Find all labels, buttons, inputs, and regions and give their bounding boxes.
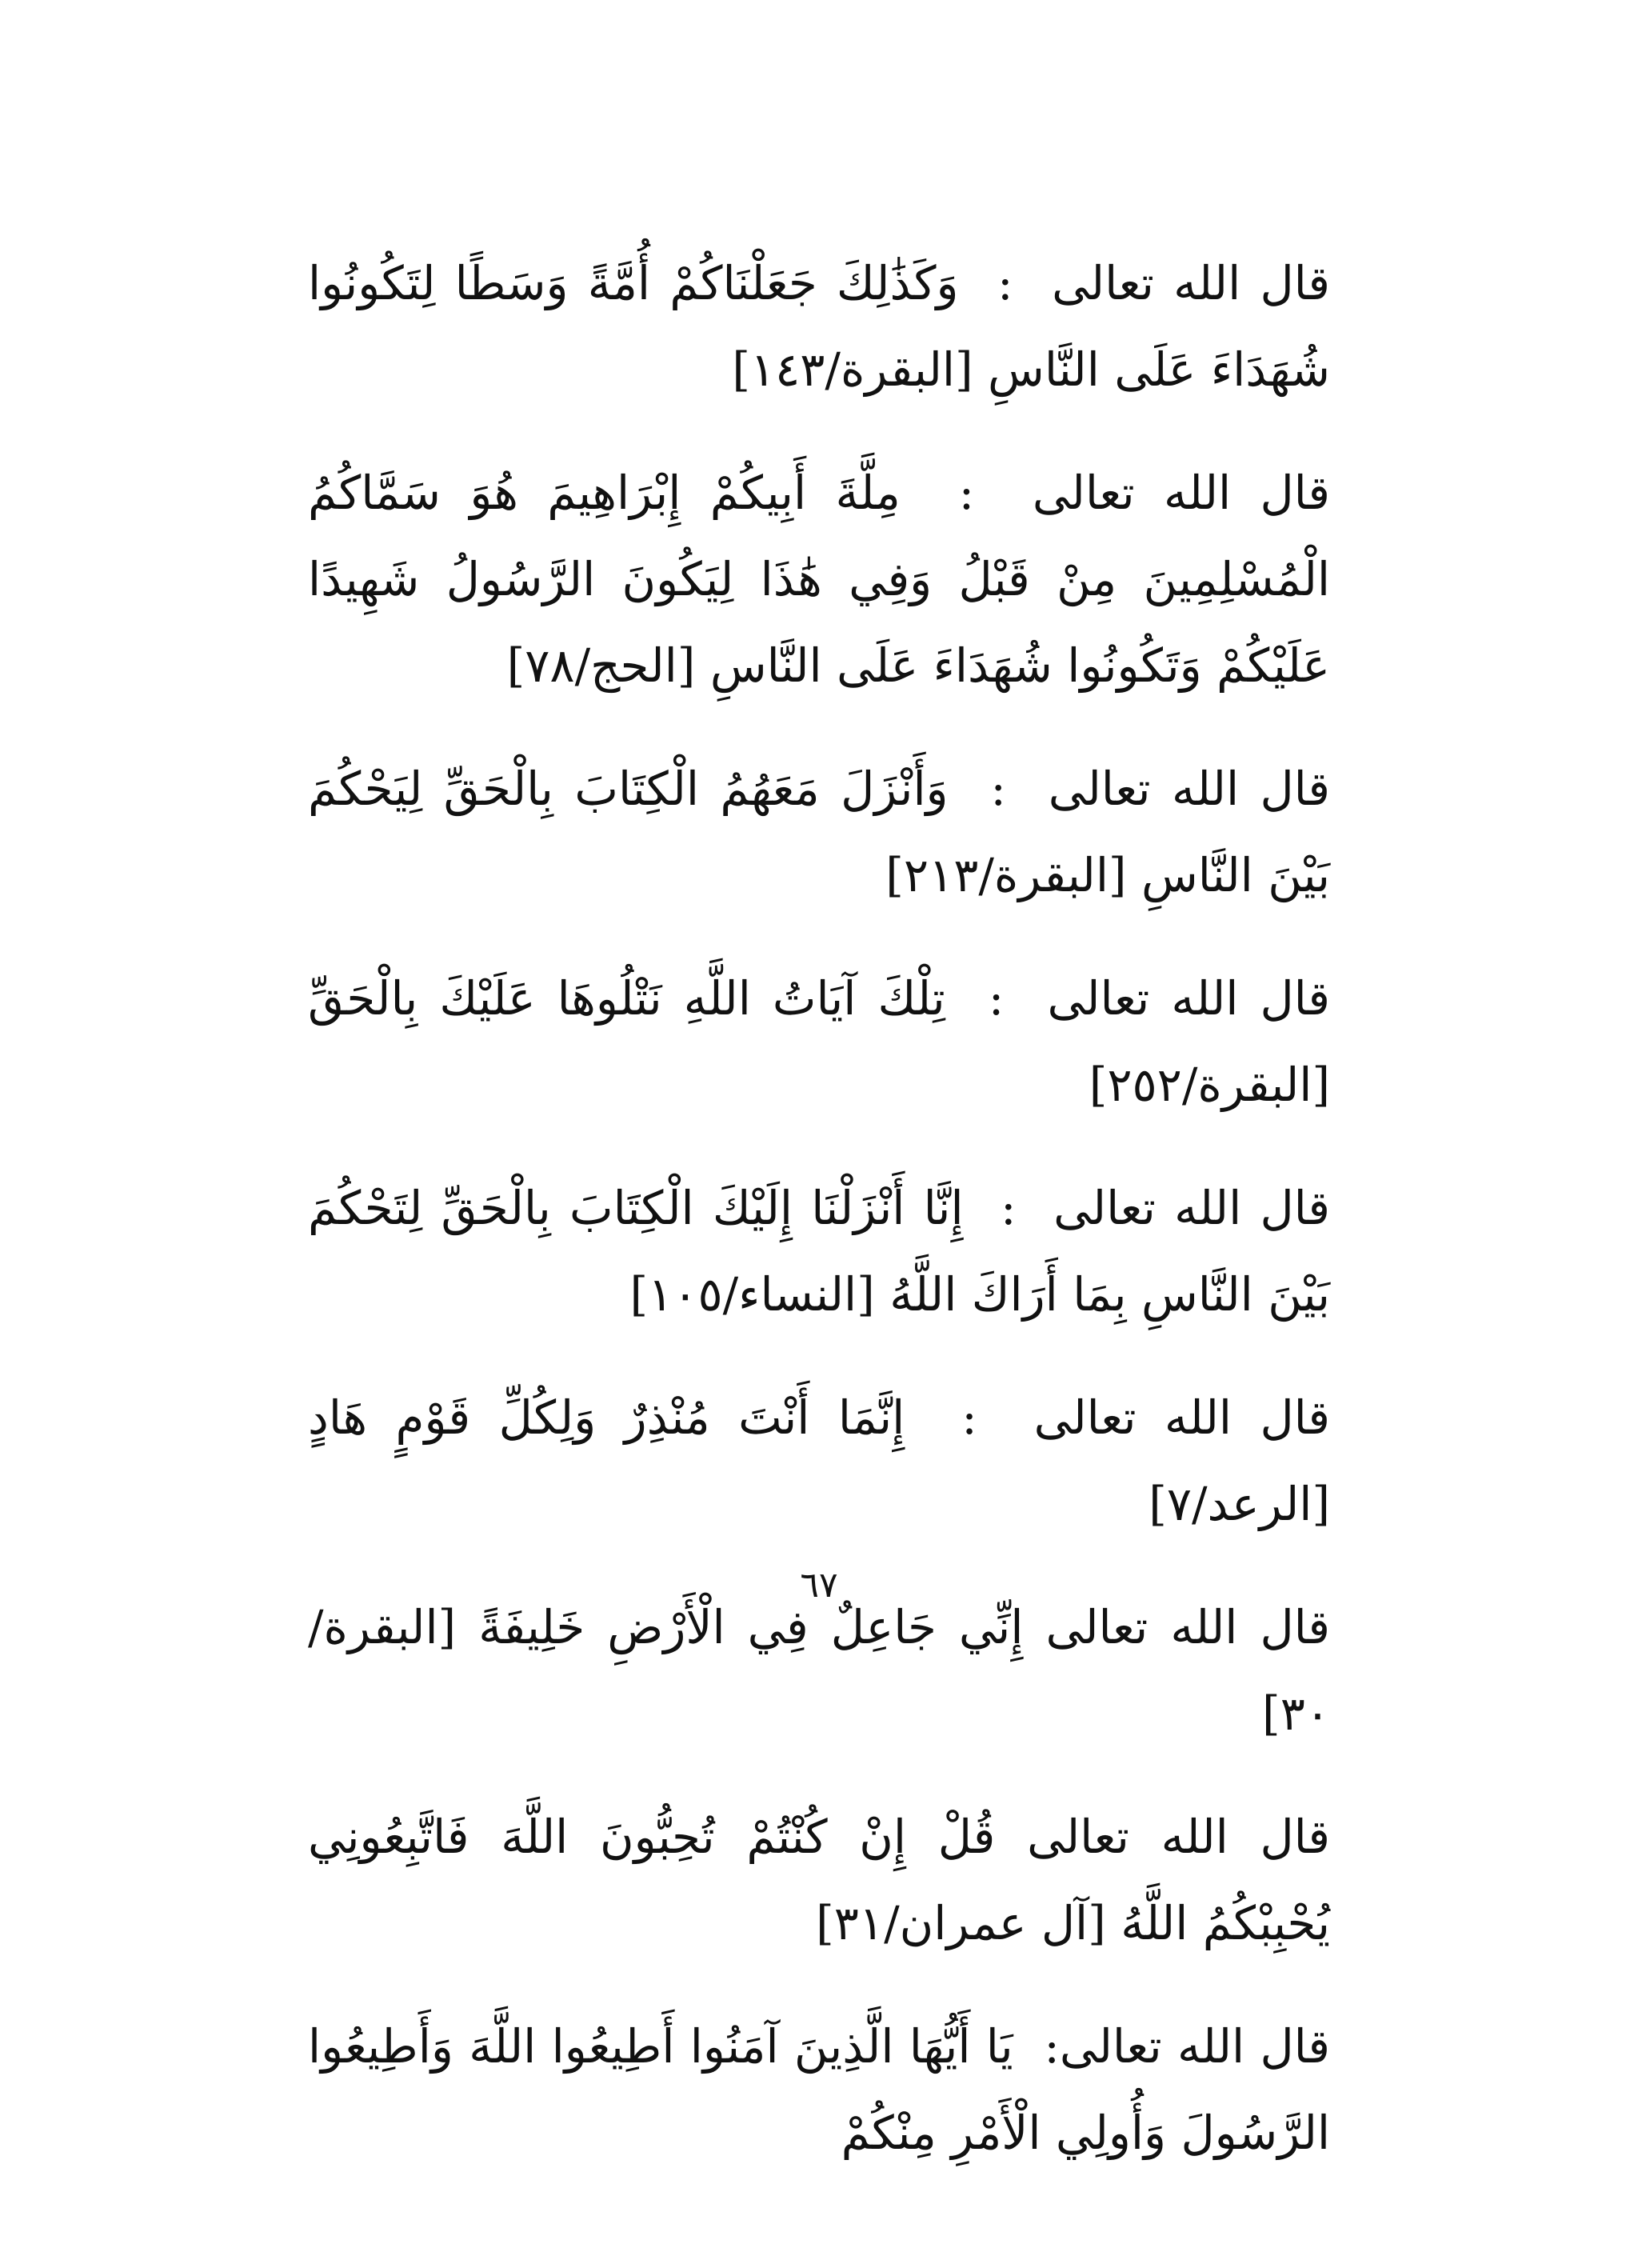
verse-text: تِلْكَ آيَاتُ اللَّهِ نَتْلُوهَا عَلَيْكَ بِالْحَقِّ [308, 971, 945, 1026]
verse-text: إِنَّا أَنْزَلْنَا إِلَيْكَ الْكِتَابَ بِالْحَقِّ لِتَحْكُمَ بَيْنَ النَّاسِ بِمَا أَرَاكَ اللَّهُ [308, 1181, 1330, 1322]
verse-paragraph-6 [308, 1374, 1330, 1547]
verse-intro: قال الله تعالى [995, 1810, 1330, 1864]
verse-intro: قال الله تعالى : [963, 1181, 1330, 1235]
verse-text: إِنِّي جَاعِلٌ فِي الْأَرْضِ خَلِيفَةً [478, 1600, 1024, 1654]
verse-intro: قال الله تعالى : [958, 256, 1330, 310]
verse-reference: [البقرة/٢١٣] [885, 848, 1141, 902]
verse-intro: قال الله تعالى: [1013, 2019, 1330, 2074]
verse-reference: [آل عمران/٣١] [816, 1896, 1121, 1950]
verse-paragraph-9 [308, 2003, 1330, 2176]
verse-text: إِنَّمَا أَنْتَ مُنْذِرٌ وَلِكُلِّ قَوْمٍ هَادٍ [308, 1390, 905, 1445]
verse-text: قُلْ إِنْ كُنْتُمْ تُحِبُّونَ اللَّهَ فَاتَّبِعُونِي يُحْبِبْكُمُ اللَّهُ [308, 1810, 1330, 1950]
verse-intro: قال الله تعالى : [948, 762, 1331, 816]
verse-text: يَا أَيُّهَا الَّذِينَ آمَنُوا أَطِيعُوا اللَّهَ وَأَطِيعُوا الرَّسُولَ وَأُولِي الْأَمْرِ مِنْكُمْ [308, 2019, 1330, 2160]
verse-paragraph-1 [308, 240, 1330, 413]
verse-text: وَأَنْزَلَ مَعَهُمُ الْكِتَابَ بِالْحَقِّ لِيَحْكُمَ بَيْنَ النَّاسِ [308, 762, 1330, 902]
page-number: ٦٧ [800, 1565, 838, 1606]
verse-reference: [الرعد/٧] [1149, 1477, 1330, 1531]
verse-text: وَكَذَٰلِكَ جَعَلْنَاكُمْ أُمَّةً وَسَطًا لِتَكُونُوا شُهَدَاءَ عَلَى النَّاسِ [308, 256, 1330, 397]
verse-intro: قال الله تعالى [1023, 1600, 1330, 1654]
verse-reference: [البقرة/٣٠] [308, 1600, 1330, 1741]
verse-reference: [البقرة/٢٥٢] [1089, 1058, 1330, 1112]
verse-paragraph-3 [308, 746, 1330, 918]
verses-block [308, 240, 1330, 2213]
verse-paragraph-8 [308, 1794, 1330, 1966]
verse-paragraph-7 [308, 1584, 1330, 1757]
verse-paragraph-4 [308, 955, 1330, 1128]
verse-reference: [الحج/٧٨] [506, 638, 710, 693]
verse-paragraph-2 [308, 450, 1330, 709]
verse-reference: [النساء/١٠٥] [629, 1267, 890, 1322]
verse-text: مِلَّةَ أَبِيكُمْ إِبْرَاهِيمَ هُوَ سَمَّاكُمُ الْمُسْلِمِينَ مِنْ قَبْلُ وَفِي هَٰذَا لِيَكُونَ الرَّسُولُ شَهِيدًا عَلَيْكُمْ وَتَكُونُوا شُهَدَاءَ عَلَى النَّاسِ [308, 466, 1330, 693]
verse-intro: قال الله تعالى : [900, 466, 1331, 520]
verse-intro: قال الله تعالى : [945, 971, 1331, 1026]
verse-paragraph-5 [308, 1165, 1330, 1338]
verse-reference: [البقرة/١٤٣] [732, 342, 989, 397]
verse-intro: قال الله تعالى : [905, 1390, 1330, 1445]
